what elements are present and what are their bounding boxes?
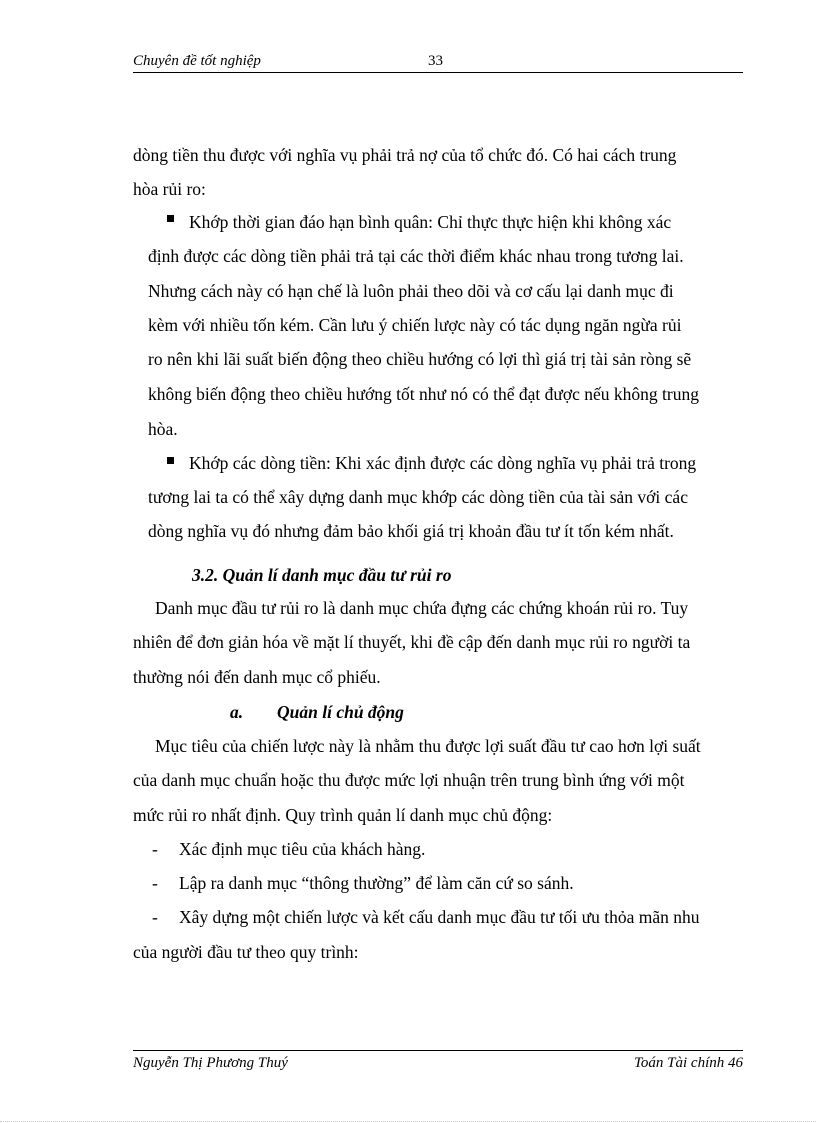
- header-rule: [133, 72, 743, 73]
- bullet-line: định được các dòng tiền phải trả tại các thời điểm khác nhau trong tương lai.: [148, 246, 684, 266]
- dash-marker: -: [152, 873, 158, 893]
- footer-class: Toán Tài chính 46: [633, 1055, 743, 1071]
- list-item: Xây dựng một chiến lược và kết cấu danh mục đầu tư tối ưu thỏa mãn nhu: [179, 907, 700, 927]
- section-heading: 3.2. Quản lí danh mục đầu tư rủi ro: [192, 565, 452, 585]
- paragraph-line: hòa rủi ro:: [133, 179, 206, 199]
- list-item-continuation: của người đầu tư theo quy trình:: [133, 942, 359, 962]
- bullet-icon: [167, 457, 174, 464]
- paragraph-line: Danh mục đầu tư rủi ro là danh mục chứa đựng các chứng khoán rủi ro. Tuy: [155, 598, 689, 618]
- header-title: Chuyên đề tốt nghiệp: [133, 53, 261, 69]
- bullet-line: ro nên khi lãi suất biến động theo chiều hướng có lợi thì giá trị tài sản ròng sẽ: [148, 349, 692, 369]
- paragraph-line: mức rủi ro nhất định. Quy trình quản lí danh mục chủ động:: [133, 805, 553, 825]
- bullet-line: Khớp thời gian đáo hạn bình quân: Chỉ thực thực hiện khi không xác: [189, 212, 672, 232]
- bullet-line: dòng nghĩa vụ đó nhưng đảm bảo khối giá trị khoản đầu tư ít tốn kém nhất.: [148, 521, 674, 541]
- paragraph-line: của danh mục chuẩn hoặc thu được mức lợi nhuận trên trung bình ứng với một: [133, 770, 685, 790]
- paragraph-line: dòng tiền thu được với nghĩa vụ phải trả nợ của tổ chức đó. Có hai cách trung: [133, 145, 677, 165]
- bullet-line: không biến động theo chiều hướng tốt như nó có thể đạt được nếu không trung: [148, 384, 699, 404]
- subsection-heading: Quản lí chủ động: [277, 702, 404, 722]
- bullet-line: hòa.: [148, 419, 178, 439]
- bullet-line: Khớp các dòng tiền: Khi xác định được các dòng nghĩa vụ phải trả trong: [189, 453, 697, 473]
- list-item: Xác định mục tiêu của khách hàng.: [179, 839, 426, 859]
- footer-rule: [133, 1050, 743, 1051]
- paragraph-line: thường nói đến danh mục cổ phiếu.: [133, 667, 381, 687]
- bullet-line: Nhưng cách này có hạn chế là luôn phải theo dõi và cơ cấu lại danh mục đi: [148, 281, 674, 301]
- bullet-icon: [167, 215, 174, 222]
- dash-marker: -: [152, 907, 158, 927]
- list-item: Lập ra danh mục “thông thường” để làm căn cứ so sánh.: [179, 873, 574, 893]
- footer-author: Nguyễn Thị Phương Thuý: [133, 1055, 288, 1071]
- dash-marker: -: [152, 839, 158, 859]
- paragraph-line: nhiên để đơn giản hóa về mặt lí thuyết, khi đề cập đến danh mục rủi ro người ta: [133, 632, 691, 652]
- subsection-letter: a.: [230, 702, 244, 722]
- paragraph-line: Mục tiêu của chiến lược này là nhằm thu được lợi suất đầu tư cao hơn lợi suất: [155, 736, 701, 756]
- bullet-line: kèm với nhiều tốn kém. Cần lưu ý chiến lược này có tác dụng ngăn ngừa rủi: [148, 315, 682, 335]
- page-number: 33: [428, 53, 443, 69]
- bullet-line: tương lai ta có thể xây dựng danh mục khớp các dòng tiền của tài sản với các: [148, 487, 688, 507]
- page-edge: [0, 1121, 816, 1122]
